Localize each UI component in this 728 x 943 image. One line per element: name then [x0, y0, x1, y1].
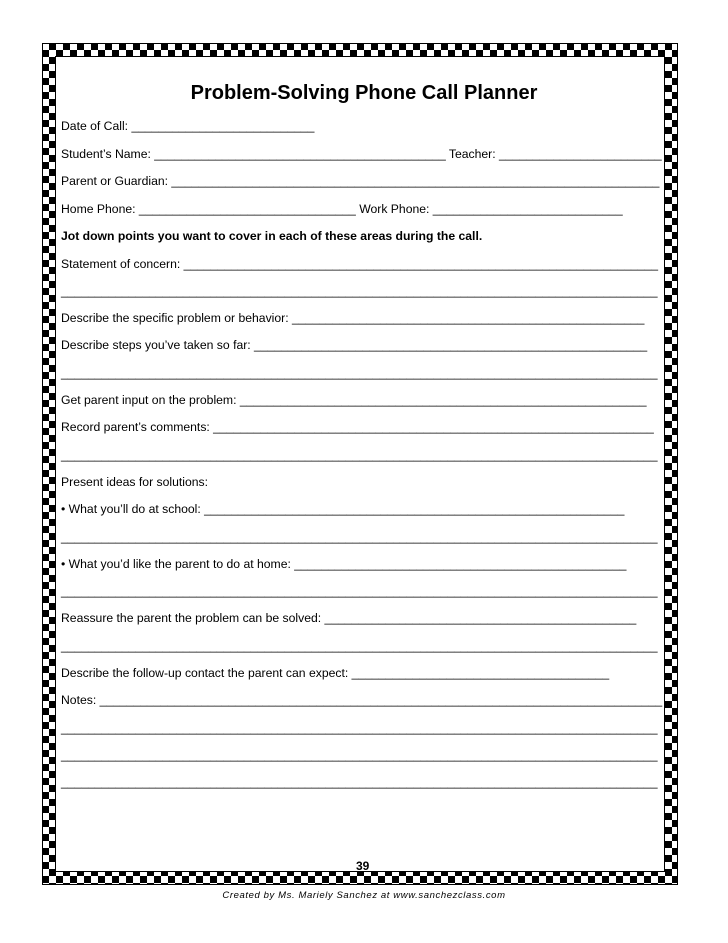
comments-continuation-line[interactable]: ________________________________________________________________________________________	[61, 448, 658, 462]
statement-of-concern-field[interactable]: Statement of concern: ______________________________________________________________________	[61, 257, 659, 271]
reassure-continuation-line[interactable]: ________________________________________________________________________________________	[61, 639, 658, 653]
date-of-call-field[interactable]: Date of Call: ___________________________	[61, 119, 315, 133]
phone-numbers-field[interactable]: Home Phone: ________________________________ Work Phone: ____________________________	[61, 202, 623, 216]
instruction-text: Jot down points you want to cover in each of these areas during the call.	[61, 229, 483, 243]
reassure-field[interactable]: Reassure the parent the problem can be solved: ______________________________________________	[61, 611, 637, 625]
footer-credit: Created by Ms. Mariely Sanchez at www.sanchezclass.com	[222, 890, 506, 901]
parent-comments-field[interactable]: Record parent’s comments: _________________________________________________________________	[61, 420, 654, 434]
at-home-field[interactable]: • What you’d like the parent to do at home: _________________________________________________	[61, 557, 627, 571]
at-school-field[interactable]: • What you’ll do at school: ______________________________________________________________	[61, 502, 625, 516]
parent-input-field[interactable]: Get parent input on the problem: ____________________________________________________________	[61, 393, 647, 407]
concern-continuation-line[interactable]: ________________________________________________________________________________________	[61, 284, 658, 298]
school-continuation-line[interactable]: ________________________________________________________________________________________	[61, 530, 658, 544]
parent-guardian-field[interactable]: Parent or Guardian: ________________________________________________________________________	[61, 174, 660, 188]
notes-field[interactable]: Notes: ___________________________________________________________________________________	[61, 693, 663, 707]
notes-line-4[interactable]: ________________________________________________________________________________________	[61, 775, 658, 789]
steps-taken-field[interactable]: Describe steps you’ve taken so far: __________________________________________________________	[61, 338, 648, 352]
steps-continuation-line[interactable]: ________________________________________________________________________________________	[61, 366, 658, 380]
page-number: 39	[356, 859, 370, 873]
present-ideas-heading: Present ideas for solutions:	[61, 475, 209, 489]
specific-problem-field[interactable]: Describe the specific problem or behavior: ____________________________________________________	[61, 311, 645, 325]
page-title: Problem-Solving Phone Call Planner	[190, 82, 538, 104]
student-teacher-field[interactable]: Student’s Name: ___________________________________________ Teacher: ________________________	[61, 147, 662, 161]
notes-line-3[interactable]: ________________________________________________________________________________________	[61, 748, 658, 762]
home-continuation-line[interactable]: ________________________________________________________________________________________	[61, 584, 658, 598]
follow-up-field[interactable]: Describe the follow-up contact the parent can expect: ______________________________________	[61, 666, 610, 680]
notes-line-2[interactable]: ________________________________________________________________________________________	[61, 721, 658, 735]
